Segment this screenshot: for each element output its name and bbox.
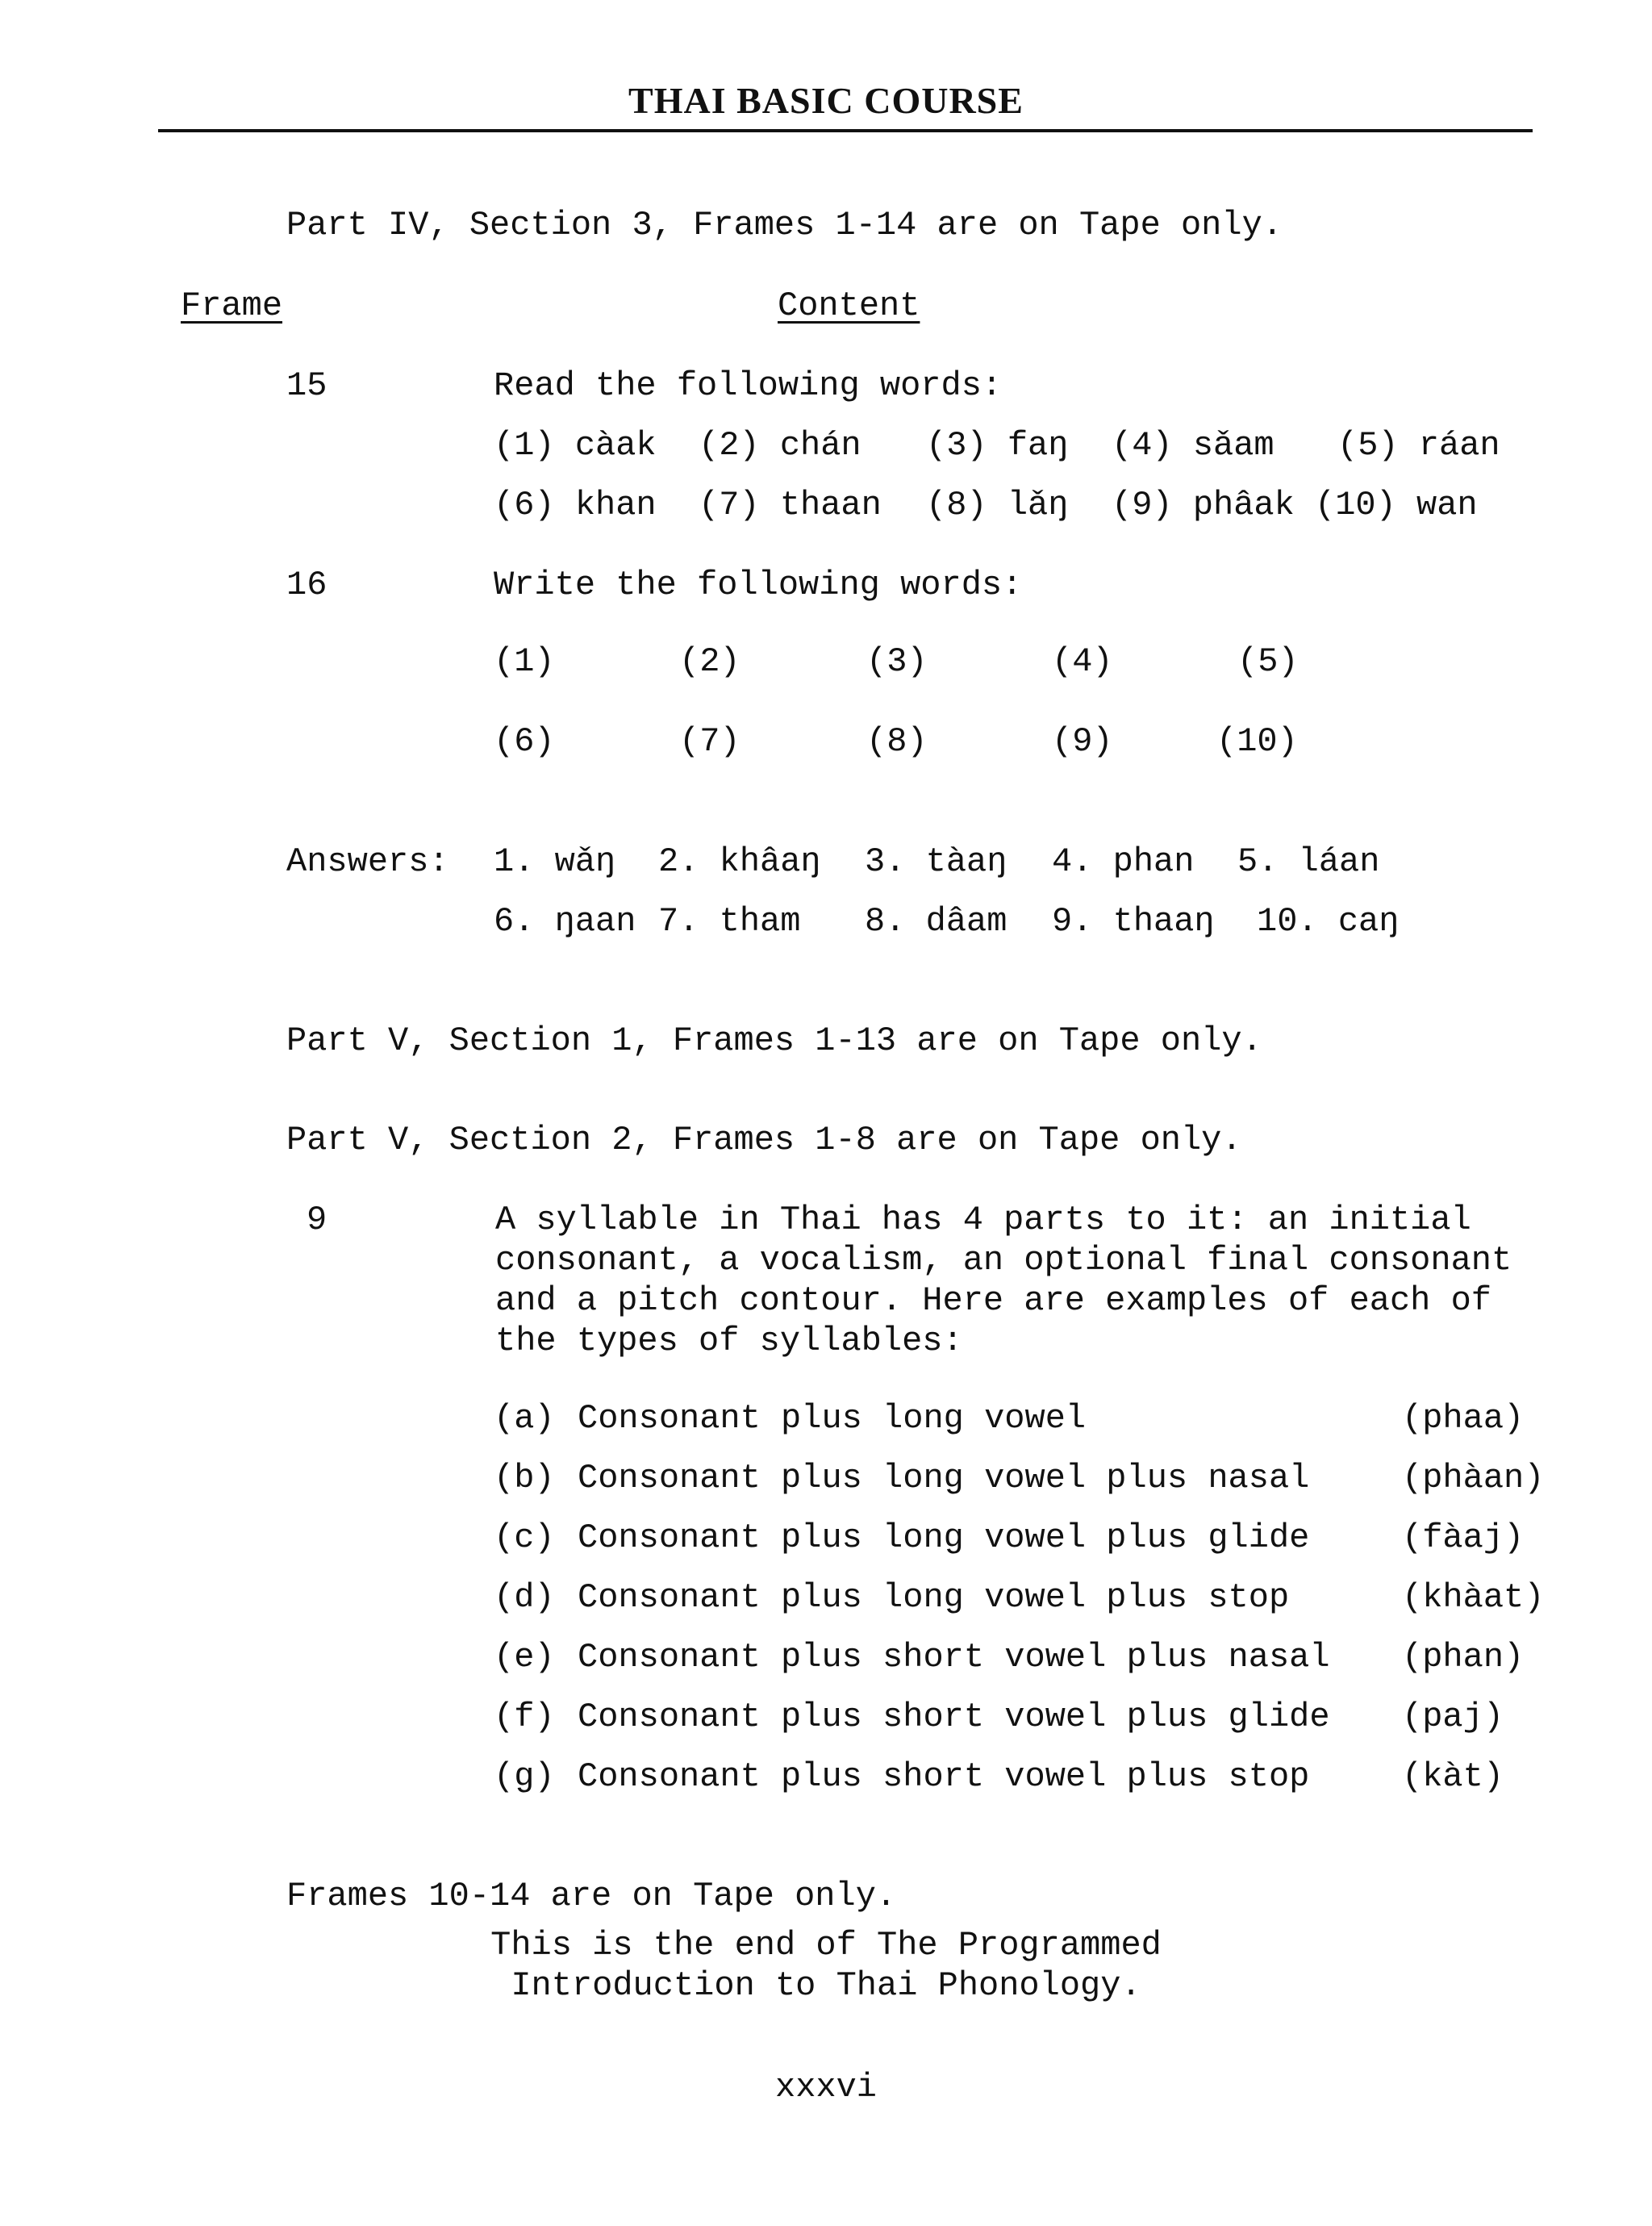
frame-9-number: 9 bbox=[307, 1201, 327, 1239]
page-header-title: THAI BASIC COURSE bbox=[628, 80, 1024, 121]
frame-15-word: (4) sǎam bbox=[1112, 426, 1274, 465]
answer-item: 3. tàaŋ bbox=[865, 842, 1007, 881]
answer-item: 5. láan bbox=[1237, 842, 1380, 881]
frame-15-word: (10) wan bbox=[1315, 486, 1478, 524]
frame-16-blank: (6) bbox=[494, 722, 555, 761]
answer-item: 8. dâam bbox=[865, 902, 1007, 941]
part-5-section-2-note: Part V, Section 2, Frames 1-8 are on Tape only. bbox=[286, 1121, 1242, 1159]
part-5-section-1-note: Part V, Section 1, Frames 1-13 are on Tape only. bbox=[286, 1021, 1262, 1060]
frame-15-word: (9) phâak bbox=[1112, 486, 1295, 524]
column-header-frame: Frame bbox=[181, 286, 283, 325]
syllable-type-label: (b) bbox=[494, 1459, 555, 1497]
page-number: xxxvi bbox=[774, 2068, 878, 2107]
frame-16-blank: (10) bbox=[1216, 722, 1298, 761]
frame-9-paragraph: A syllable in Thai has 4 parts to it: an initial consonant, a vocalism, an optional final consonant and a pitch contour. Here are examples of each of the types of syllables: bbox=[495, 1201, 1512, 1360]
frame-15-word: (5) ráan bbox=[1337, 426, 1500, 465]
end-statement-line-1: This is the end of The Programmed bbox=[490, 1926, 1162, 1965]
frame-15-word: (3) faŋ bbox=[926, 426, 1069, 465]
syllable-type-text: Consonant plus short vowel plus glide bbox=[578, 1698, 1330, 1736]
closing-note: Frames 10-14 are on Tape only. bbox=[286, 1877, 897, 1915]
frame-16-blank: (5) bbox=[1237, 642, 1299, 681]
answer-item: 6. ŋaan bbox=[494, 902, 636, 941]
syllable-type-example: (khàat) bbox=[1402, 1578, 1545, 1617]
frame-16-instruction: Write the following words: bbox=[494, 566, 1023, 604]
syllable-type-example: (phaa) bbox=[1402, 1399, 1525, 1438]
frame-16-blank: (7) bbox=[679, 722, 740, 761]
syllable-type-label: (e) bbox=[494, 1638, 555, 1677]
frame-16-number: 16 bbox=[286, 566, 327, 604]
frame-15-word: (8) lǎŋ bbox=[926, 486, 1069, 524]
answers-label: Answers: bbox=[286, 842, 449, 881]
answer-item: 1. wǎŋ bbox=[494, 842, 616, 881]
frame-15-word: (7) thaan bbox=[699, 486, 882, 524]
end-statement-line-2: Introduction to Thai Phonology. bbox=[511, 1966, 1141, 2005]
frame-15-word: (6) khan bbox=[494, 486, 657, 524]
syllable-type-label: (f) bbox=[494, 1698, 555, 1736]
frame-15-word: (1) càak bbox=[494, 426, 657, 465]
frame-16-blank: (2) bbox=[679, 642, 740, 681]
syllable-type-example: (paj) bbox=[1402, 1698, 1504, 1736]
syllable-type-text: Consonant plus long vowel plus nasal bbox=[578, 1459, 1310, 1497]
syllable-type-text: Consonant plus long vowel bbox=[578, 1399, 1087, 1438]
answer-item: 10. caŋ bbox=[1257, 902, 1400, 941]
syllable-type-text: Consonant plus long vowel plus stop bbox=[578, 1578, 1290, 1617]
intro-note: Part IV, Section 3, Frames 1-14 are on Tape only. bbox=[286, 206, 1283, 244]
frame-16-blank: (1) bbox=[494, 642, 555, 681]
frame-16-blank: (4) bbox=[1052, 642, 1113, 681]
column-header-content: Content bbox=[778, 286, 920, 325]
header-rule bbox=[158, 129, 1533, 132]
frame-16-blank: (3) bbox=[866, 642, 928, 681]
frame-15-word: (2) chán bbox=[699, 426, 861, 465]
syllable-type-text: Consonant plus long vowel plus glide bbox=[578, 1518, 1310, 1557]
syllable-type-label: (c) bbox=[494, 1518, 555, 1557]
answer-item: 4. phan bbox=[1052, 842, 1195, 881]
frame-15-number: 15 bbox=[286, 366, 327, 405]
syllable-type-text: Consonant plus short vowel plus stop bbox=[578, 1757, 1310, 1796]
frame-16-blank: (8) bbox=[866, 722, 928, 761]
syllable-type-label: (a) bbox=[494, 1399, 555, 1438]
syllable-type-label: (g) bbox=[494, 1757, 555, 1796]
syllable-type-example: (phàan) bbox=[1402, 1459, 1545, 1497]
syllable-type-example: (kàt) bbox=[1402, 1757, 1504, 1796]
answer-item: 2. khâaŋ bbox=[658, 842, 821, 881]
syllable-type-example: (fàaj) bbox=[1402, 1518, 1525, 1557]
syllable-type-text: Consonant plus short vowel plus nasal bbox=[578, 1638, 1330, 1677]
answer-item: 7. tham bbox=[658, 902, 801, 941]
syllable-type-example: (phan) bbox=[1402, 1638, 1525, 1677]
answer-item: 9. thaaŋ bbox=[1052, 902, 1215, 941]
syllable-type-label: (d) bbox=[494, 1578, 555, 1617]
frame-15-instruction: Read the following words: bbox=[494, 366, 1003, 405]
frame-16-blank: (9) bbox=[1052, 722, 1113, 761]
